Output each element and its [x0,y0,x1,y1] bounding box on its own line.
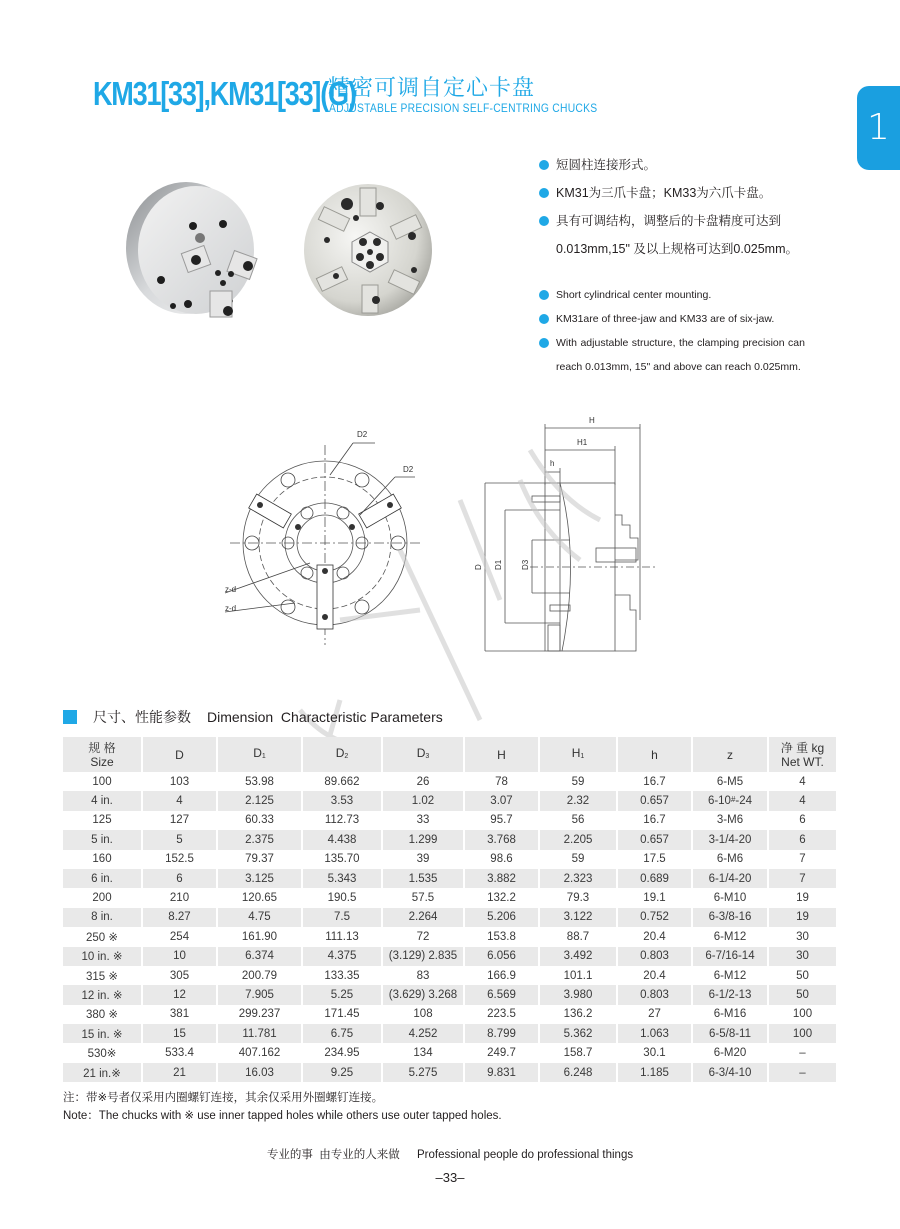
cell-H1: 2.323 [540,869,618,888]
cell-size: 4 in. [63,791,143,810]
cell-size: 380 ※ [63,1005,143,1024]
header-H1: $H_1$ [540,737,618,772]
cell-D2: 89.662 [303,772,383,791]
cell-D: 4 [143,791,218,810]
feature-en-item [539,307,809,331]
cell-size: 315 ※ [63,966,143,985]
table-row [63,772,836,791]
bullet-icon [539,216,549,226]
bullet-icon [539,160,549,170]
cell-D: 21 [143,1063,218,1082]
cell-D2: 190.5 [303,888,383,907]
cell-D3: 134 [383,1043,465,1062]
table-row [63,850,836,869]
cell-D2: 133.35 [303,966,383,985]
cell-weight: 4 [769,791,836,810]
table-row [63,1005,836,1024]
feature-cn-item [539,179,809,207]
cell-D3: (3.129) 2.835 [383,947,465,966]
cell-D: 103 [143,772,218,791]
cell-H1: 59 [540,772,618,791]
label-d2-right: D2 [403,465,414,474]
cell-D3: 5.275 [383,1063,465,1082]
table-row [63,888,836,907]
side-section-drawing [460,410,660,665]
bullet-icon [539,188,549,198]
cell-H1: 136.2 [540,1005,618,1024]
features-en-list [539,283,809,379]
feature-cn-item [539,207,809,235]
cell-D1: 6.374 [218,947,303,966]
footer-slogan [0,1146,900,1162]
feature-text: 具有可调结构，调整后的卡盘精度可达到 [556,214,782,228]
cell-size: 8 in. [63,908,143,927]
cell-z: 3-M6 [693,811,769,830]
cell-weight: 7 [769,869,836,888]
section-heading [63,707,443,727]
cell-H: 153.8 [465,927,540,946]
cell-H: 223.5 [465,1005,540,1024]
cell-z: 6-M5 [693,772,769,791]
chapter-tab: 1 [857,86,900,170]
cell-D3: 33 [383,811,465,830]
cell-D2: 234.95 [303,1043,383,1062]
label-d2-top: D2 [357,430,368,439]
cell-H1: 158.7 [540,1043,618,1062]
cell-D2: 3.53 [303,791,383,810]
cell-D: 6 [143,869,218,888]
cell-h: 30.1 [618,1043,693,1062]
cell-h: 27 [618,1005,693,1024]
cell-weight: 100 [792,1008,813,1021]
header-D: D [143,737,218,772]
table-row [63,830,836,849]
cell-weight: 6 [799,814,806,827]
cell-size: 200 [63,888,143,907]
cell-D1: 4.75 [218,908,303,927]
cell-z: 6-M6 [693,850,769,869]
cell-z: 6-10#-24 [693,791,769,810]
cell-weight: – [769,1063,836,1082]
table-row [63,908,836,927]
cell-D3: 72 [383,927,465,946]
cell-D2: 135.70 [303,850,383,869]
cell-H1: 6.248 [540,1063,618,1082]
cell-D2: 5.343 [303,869,383,888]
cell-D1: 3.125 [218,869,303,888]
cell-D2: 171.45 [303,1005,383,1024]
feature-cn-item-continued [539,235,809,263]
cell-H: 95.7 [465,811,540,830]
header-D3: $D_3$ [383,737,465,772]
cell-z: 6-M16 [693,1005,769,1024]
cell-H: 6.056 [465,947,540,966]
cell-size: 160 [63,850,143,869]
footer-slogan-cn: 专业的事 由专业的人来做 [266,1149,400,1161]
cell-size: 21 in.※ [63,1063,143,1082]
label-D1: D1 [494,559,503,570]
cell-weight: 19 [796,892,809,905]
cell-z: 6-M12 [693,927,769,946]
cell-z: 6-M12 [693,966,769,985]
cell-H1: 79.3 [540,888,618,907]
table-row [63,947,836,966]
cell-size: 125 [63,811,143,830]
cell-size: 100 [63,772,143,791]
header-D2: $D_2$ [303,737,383,772]
product-title-cn: 精密可调自定心卡盘 [328,75,536,100]
cell-h: 16.7 [618,772,693,791]
cell-D3: 108 [383,1005,465,1024]
cell-D: 127 [143,811,218,830]
label-D: D [474,564,483,570]
cell-H: 98.6 [465,850,540,869]
cell-weight: 50 [769,985,836,1004]
feature-en-item [539,331,805,379]
cell-H1: 5.362 [540,1024,618,1043]
cell-D3: 39 [383,850,465,869]
cell-D1: 11.781 [218,1024,303,1043]
cell-D: 210 [143,888,218,907]
table-row [63,869,836,888]
table-row [63,966,836,985]
cell-size: 15 in. ※ [63,1024,143,1043]
cell-weight: 6 [769,830,836,849]
cell-weight: 50 [796,969,809,982]
cell-D1: 161.90 [218,927,303,946]
cell-h: 0.657 [618,791,693,810]
cell-h: 1.063 [618,1024,693,1043]
cell-D1: 2.375 [218,830,303,849]
cell-z: 6-M10 [693,888,769,907]
label-D3: D3 [521,559,530,570]
cell-H1: 88.7 [540,927,618,946]
header-weight: 净 重 kg Net WT. [769,737,836,772]
section-title-en: Dimension Characteristic Parameters [207,709,443,725]
feature-en-item [539,283,809,307]
cell-D: 10 [143,947,218,966]
cell-z: 6-M20 [693,1043,769,1062]
cell-z: 6-3/4-10 [693,1063,769,1082]
cell-D1: 16.03 [218,1063,303,1082]
cell-size: 12 in. ※ [63,985,143,1004]
cell-h: 17.5 [618,850,693,869]
cell-D1: 79.37 [218,850,303,869]
front-view-drawing [210,415,450,655]
cell-D3: 2.264 [383,908,465,927]
cell-D: 8.27 [143,908,218,927]
cell-D2: 111.13 [303,927,383,946]
cell-h: 0.752 [618,908,693,927]
table-header-row [63,737,836,772]
cell-H: 8.799 [465,1024,540,1043]
header-h: h [618,737,693,772]
cell-z: 6-1/2-13 [693,985,769,1004]
label-zd-1: z-d [225,585,237,594]
cell-z: 6-3/8-16 [693,908,769,927]
bullet-icon [539,290,549,300]
cell-H: 9.831 [465,1063,540,1082]
cell-D: 152.5 [143,850,218,869]
label-H: H [589,416,595,425]
table-row [63,1024,836,1043]
cell-h: 0.803 [618,947,693,966]
cell-D2: 4.438 [303,830,383,849]
cell-weight: – [799,1047,806,1060]
three-jaw-chuck-photo [118,176,268,319]
feature-text: KM31are of three-jaw and KM33 are of six-jaw. [556,313,775,325]
cell-D: 12 [143,985,218,1004]
cell-D1: 200.79 [218,966,303,985]
cell-D2: 7.5 [303,908,383,927]
cell-H: 3.882 [465,869,540,888]
label-h: h [550,459,555,468]
cell-z: 6-1/4-20 [693,869,769,888]
cell-H: 6.569 [465,985,540,1004]
cell-H1: 56 [540,811,618,830]
cell-h: 19.1 [618,888,693,907]
cell-H: 166.9 [465,966,540,985]
cell-h: 16.7 [618,811,693,830]
cell-D2: 112.73 [303,811,383,830]
cell-D3: 1.535 [383,869,465,888]
cell-D: 305 [143,966,218,985]
cell-D: 254 [143,927,218,946]
cell-D1: 407.162 [218,1043,303,1062]
cell-z: 3-1/4-20 [693,830,769,849]
six-jaw-chuck-photo [300,180,440,320]
cell-D1: 7.905 [218,985,303,1004]
cell-H1: 2.32 [540,791,618,810]
bullet-icon [539,338,549,348]
cell-D2: 9.25 [303,1063,383,1082]
cell-D3: 1.299 [383,830,465,849]
cell-D1: 60.33 [218,811,303,830]
parameters-table [63,737,836,1082]
cell-H1: 59 [540,850,618,869]
cell-D3: 26 [383,772,465,791]
cell-z: 6-7/16-14 [693,947,769,966]
section-square-icon [63,710,77,724]
cell-weight: 100 [769,1024,836,1043]
cell-H1: 2.205 [540,830,618,849]
cell-size: 6 in. [63,869,143,888]
bullet-icon [539,314,549,324]
cell-D: 5 [143,830,218,849]
features-cn-list [539,151,809,263]
cell-D3: 57.5 [383,888,465,907]
table-row [63,1043,836,1062]
cell-h: 20.4 [618,966,693,985]
cell-H: 249.7 [465,1043,540,1062]
label-H1: H1 [577,438,588,447]
cell-weight: 19 [769,908,836,927]
feature-text: 0.013mm,15" 及以上规格可达到0.025mm。 [556,242,798,256]
cell-D3: (3.629) 3.268 [383,985,465,1004]
table-row [63,927,836,946]
section-title-cn: 尺寸、性能参数 [93,709,191,725]
feature-cn-item [539,151,809,179]
cell-H: 78 [465,772,540,791]
cell-H1: 3.980 [540,985,618,1004]
cell-h: 20.4 [618,927,693,946]
header-size: 规 格 Size [63,737,143,772]
header-D1: $D_1$ [218,737,303,772]
cell-H: 5.206 [465,908,540,927]
table-row [63,985,836,1004]
cell-weight: 30 [796,930,809,943]
cell-D2: 6.75 [303,1024,383,1043]
cell-size: 10 in. ※ [63,947,143,966]
cell-H1: 101.1 [540,966,618,985]
footer-slogan-en: Professional people do professional things [417,1149,634,1161]
cell-D1: 2.125 [218,791,303,810]
cell-weight: 30 [769,947,836,966]
cell-H1: 3.122 [540,908,618,927]
cell-D3: 4.252 [383,1024,465,1043]
cell-size: 250 ※ [63,927,143,946]
table-body [63,772,836,1082]
cell-h: 0.803 [618,985,693,1004]
note-cn: 注：带※号者仅采用内圈螺钉连接，其余仅采用外圈螺钉连接。 [63,1092,384,1104]
cell-h: 1.185 [618,1063,693,1082]
table-row [63,791,836,810]
note-en: Note：The chucks with ※ use inner tapped holes while others use outer tapped holes. [63,1110,502,1122]
cell-D1: 53.98 [218,772,303,791]
feature-text: KM31为三爪卡盘；KM33为六爪卡盘。 [556,186,772,200]
cell-H1: 3.492 [540,947,618,966]
cell-weight: 4 [799,775,806,788]
cell-size: 5 in. [63,830,143,849]
page-number: –33– [435,1170,465,1185]
cell-size: 530※ [63,1043,143,1062]
product-model-title: KM31[33],KM31[33](G) [93,75,356,112]
feature-text: With adjustable structure, the clamping precision can reach 0.013mm, 15" and above can reach 0.025mm. [556,337,805,373]
cell-z: 6-5/8-11 [693,1024,769,1043]
cell-D3: 1.02 [383,791,465,810]
cell-H: 132.2 [465,888,540,907]
feature-text: Short cylindrical center mounting. [556,289,712,301]
cell-D: 533.4 [143,1043,218,1062]
table-row [63,1063,836,1082]
feature-text: 短圆柱连接形式。 [556,158,657,172]
cell-D3: 83 [383,966,465,985]
cell-D: 15 [143,1024,218,1043]
cell-D: 381 [143,1005,218,1024]
cell-H: 3.768 [465,830,540,849]
cell-weight: 7 [799,853,806,866]
table-row [63,811,836,830]
cell-h: 0.657 [618,830,693,849]
cell-h: 0.689 [618,869,693,888]
cell-H: 3.07 [465,791,540,810]
header-H: H [465,737,540,772]
product-title-en: ADJUSTABLE PRECISION SELF-CENTRING CHUCKS [329,101,598,115]
cell-D2: 5.25 [303,985,383,1004]
label-zd-2: z-d [225,604,237,613]
cell-D2: 4.375 [303,947,383,966]
header-z: z [693,737,769,772]
cell-D1: 299.237 [218,1005,303,1024]
cell-D1: 120.65 [218,888,303,907]
